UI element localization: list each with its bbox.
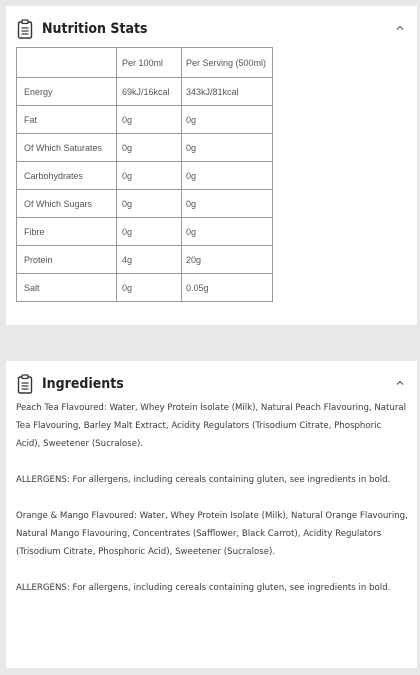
nutrient-label: Energy (17, 78, 117, 106)
per-serving-value: 20g (182, 246, 273, 274)
nutrition-card (6, 6, 417, 325)
clipboard-icon (17, 374, 33, 394)
column-header: Per 100ml (117, 48, 182, 78)
nutrient-label: Protein (17, 246, 117, 274)
ingredients-paragraph: Peach Tea Flavoured: Water, Whey Protein Isolate (Milk), Natural Peach Flavouring, Natural Tea Flavouring, Barley Malt Extract, Acidity Regulators (Trisodium Citrate, Phosphoric Acid), Sweetener (Sucralose). (16, 403, 407, 449)
nutrient-label: Fat (17, 106, 117, 134)
column-header: Per Serving (500ml) (182, 48, 273, 78)
per-100ml-value: 0g (117, 106, 182, 134)
chevron-up-icon[interactable] (395, 379, 405, 387)
column-header (17, 48, 117, 78)
per-serving-value: 343kJ/81kcal (182, 78, 273, 106)
table-row (17, 78, 273, 106)
ingredients-card (6, 361, 417, 668)
nutrient-label: Salt (17, 274, 117, 302)
per-100ml-value: 69kJ/16kcal (117, 78, 182, 106)
table-header-row (17, 48, 273, 78)
nutrient-label: Carbohydrates (17, 162, 117, 190)
per-100ml-value: 0g (117, 274, 182, 302)
per-serving-value: 0g (182, 218, 273, 246)
table-row (17, 274, 273, 302)
table-row (17, 162, 273, 190)
ingredients-title: Ingredients (42, 376, 124, 392)
per-100ml-value: 0g (117, 162, 182, 190)
clipboard-icon (17, 19, 33, 39)
per-100ml-value: 4g (117, 246, 182, 274)
ingredients-paragraph: Orange & Mango Flavoured: Water, Whey Protein Isolate (Milk), Natural Orange Flavouring, Natural Mango Flavouring, Concentrates (Safflower, Black Carrot), Acidity Regulators (Trisodium Citrate, Phosphoric Acid), Sweetener (Sucralose). (16, 511, 408, 557)
per-100ml-value: 0g (117, 134, 182, 162)
nutrition-table (16, 47, 273, 302)
chevron-up-icon[interactable] (395, 24, 405, 32)
nutrient-label: Of Which Saturates (17, 134, 117, 162)
nutrition-title: Nutrition Stats (42, 21, 148, 37)
nutrient-label: Fibre (17, 218, 117, 246)
table-row (17, 134, 273, 162)
per-serving-value: 0g (182, 106, 273, 134)
per-100ml-value: 0g (117, 190, 182, 218)
table-row (17, 218, 273, 246)
allergens-note: ALLERGENS: For allergens, including cereals containing gluten, see ingredients in bold. (16, 583, 391, 593)
per-serving-value: 0g (182, 190, 273, 218)
ingredients-text (16, 399, 408, 615)
nutrition-header[interactable] (6, 6, 417, 52)
per-serving-value: 0.05g (182, 274, 273, 302)
table-row (17, 190, 273, 218)
table-row (17, 106, 273, 134)
per-serving-value: 0g (182, 134, 273, 162)
table-row (17, 246, 273, 274)
nutrient-label: Of Which Sugars (17, 190, 117, 218)
per-serving-value: 0g (182, 162, 273, 190)
per-100ml-value: 0g (117, 218, 182, 246)
allergens-note: ALLERGENS: For allergens, including cereals containing gluten, see ingredients in bold. (16, 475, 391, 485)
